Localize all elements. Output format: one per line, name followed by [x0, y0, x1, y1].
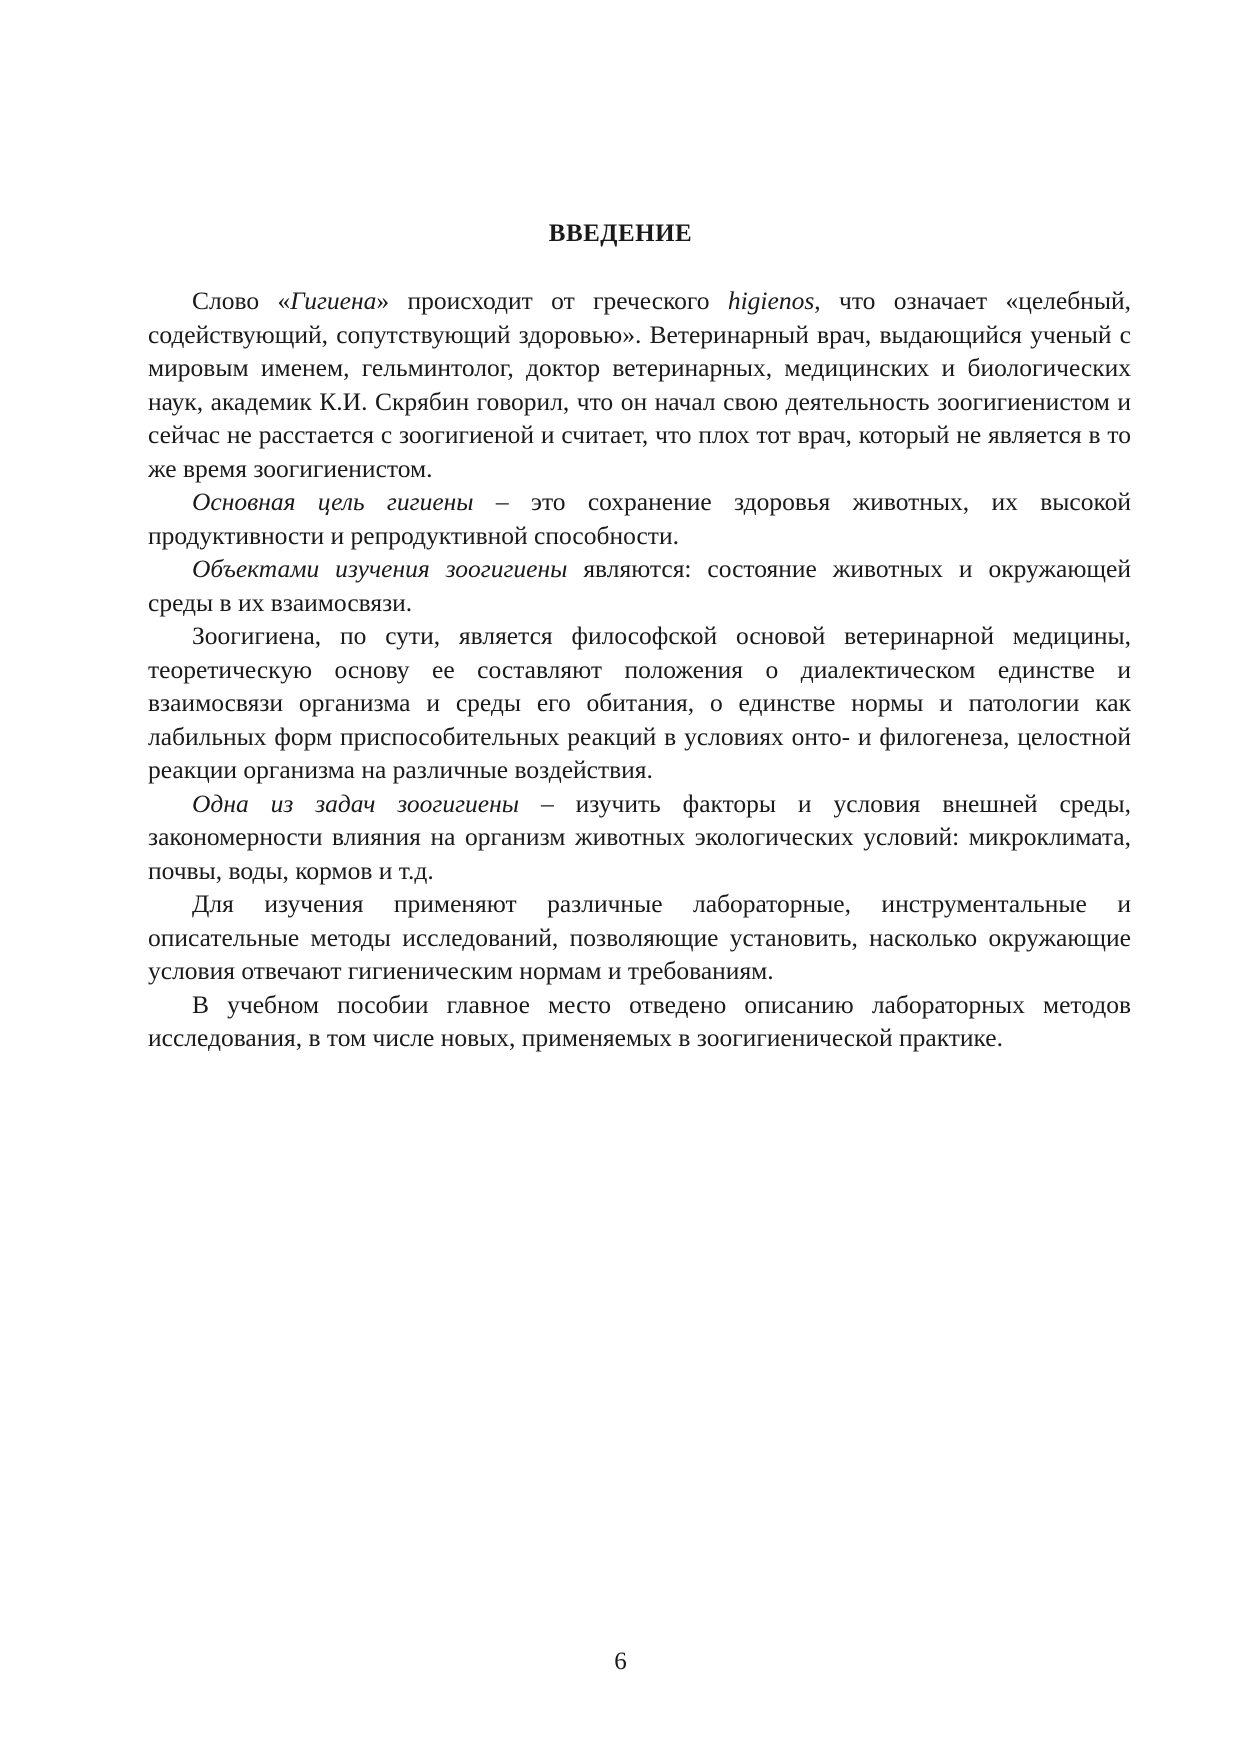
italic-text: Гигиена	[290, 286, 377, 315]
text-run: Зоогигиена, по сути, является философской основой ветеринарной медицины, теоретическую основу ее составляют положения о диалектическом единстве и взаимосвязи организма и среды его обитания, о единстве нормы и патологии как лабильных форм приспособительных реакций в условиях онто- и филогенеза, целостной реакции организма на различные воздействия.	[148, 621, 1131, 784]
text-run: являются: состояние животных и окружающей среды в их взаимосвязи.	[148, 554, 1131, 617]
page-title: ВВЕДЕНИЕ	[548, 220, 693, 247]
text-run: » происходит от греческого	[376, 286, 728, 315]
text-run: Для изучения применяют различные лабораторные, инструментальные и описательные методы исследований, позволяющие установить, насколько окружающие условия отвечают гигиеническим нормам и требованиям.	[148, 889, 1131, 985]
text-run: – изучить факторы и условия внешней среды, закономерности влияния на организм животных экологических условий: микроклимата, почвы, воды, кормов и т.д.	[148, 788, 1131, 885]
text-run: , что означает «целебный, содействующий, сопутствующий здоровью». Ветеринарный врач, выдающийся ученый с мировым именем, гельминтолог, доктор ветеринарных, медицинских и биологических наук, академик К.И. Скрябин говорил, что он начал свою деятельность зоогигиенистом и сейчас не расстается с зоогигиеной и считает, что плох тот врач, который не является в то же время зоогигиенистом.	[148, 286, 1131, 483]
text-run: В учебном пособии главное место отведено описанию лабораторных методов исследования, в том числе новых, применяемых в зоогигиенической практике.	[148, 989, 1131, 1052]
page-number: 6	[614, 1648, 627, 1675]
paragraph	[148, 887, 1131, 988]
paragraph	[148, 485, 1131, 552]
italic-text: higienos	[727, 286, 815, 315]
text-run: Слово «	[192, 286, 291, 315]
italic-text: Объектами изучения зоогигиены	[192, 554, 568, 583]
paragraph	[148, 619, 1131, 787]
italic-text: Основная цель гигиены	[192, 487, 474, 516]
body-text	[148, 284, 1131, 1055]
paragraph	[148, 787, 1131, 888]
paragraph	[148, 284, 1131, 485]
italic-text: Одна из задач зоогигиены	[192, 788, 520, 818]
paragraph	[148, 552, 1131, 619]
text-run: – это сохранение здоровья животных, их высокой продуктивности и репродуктивной способности.	[148, 487, 1131, 550]
paragraph	[148, 988, 1131, 1055]
